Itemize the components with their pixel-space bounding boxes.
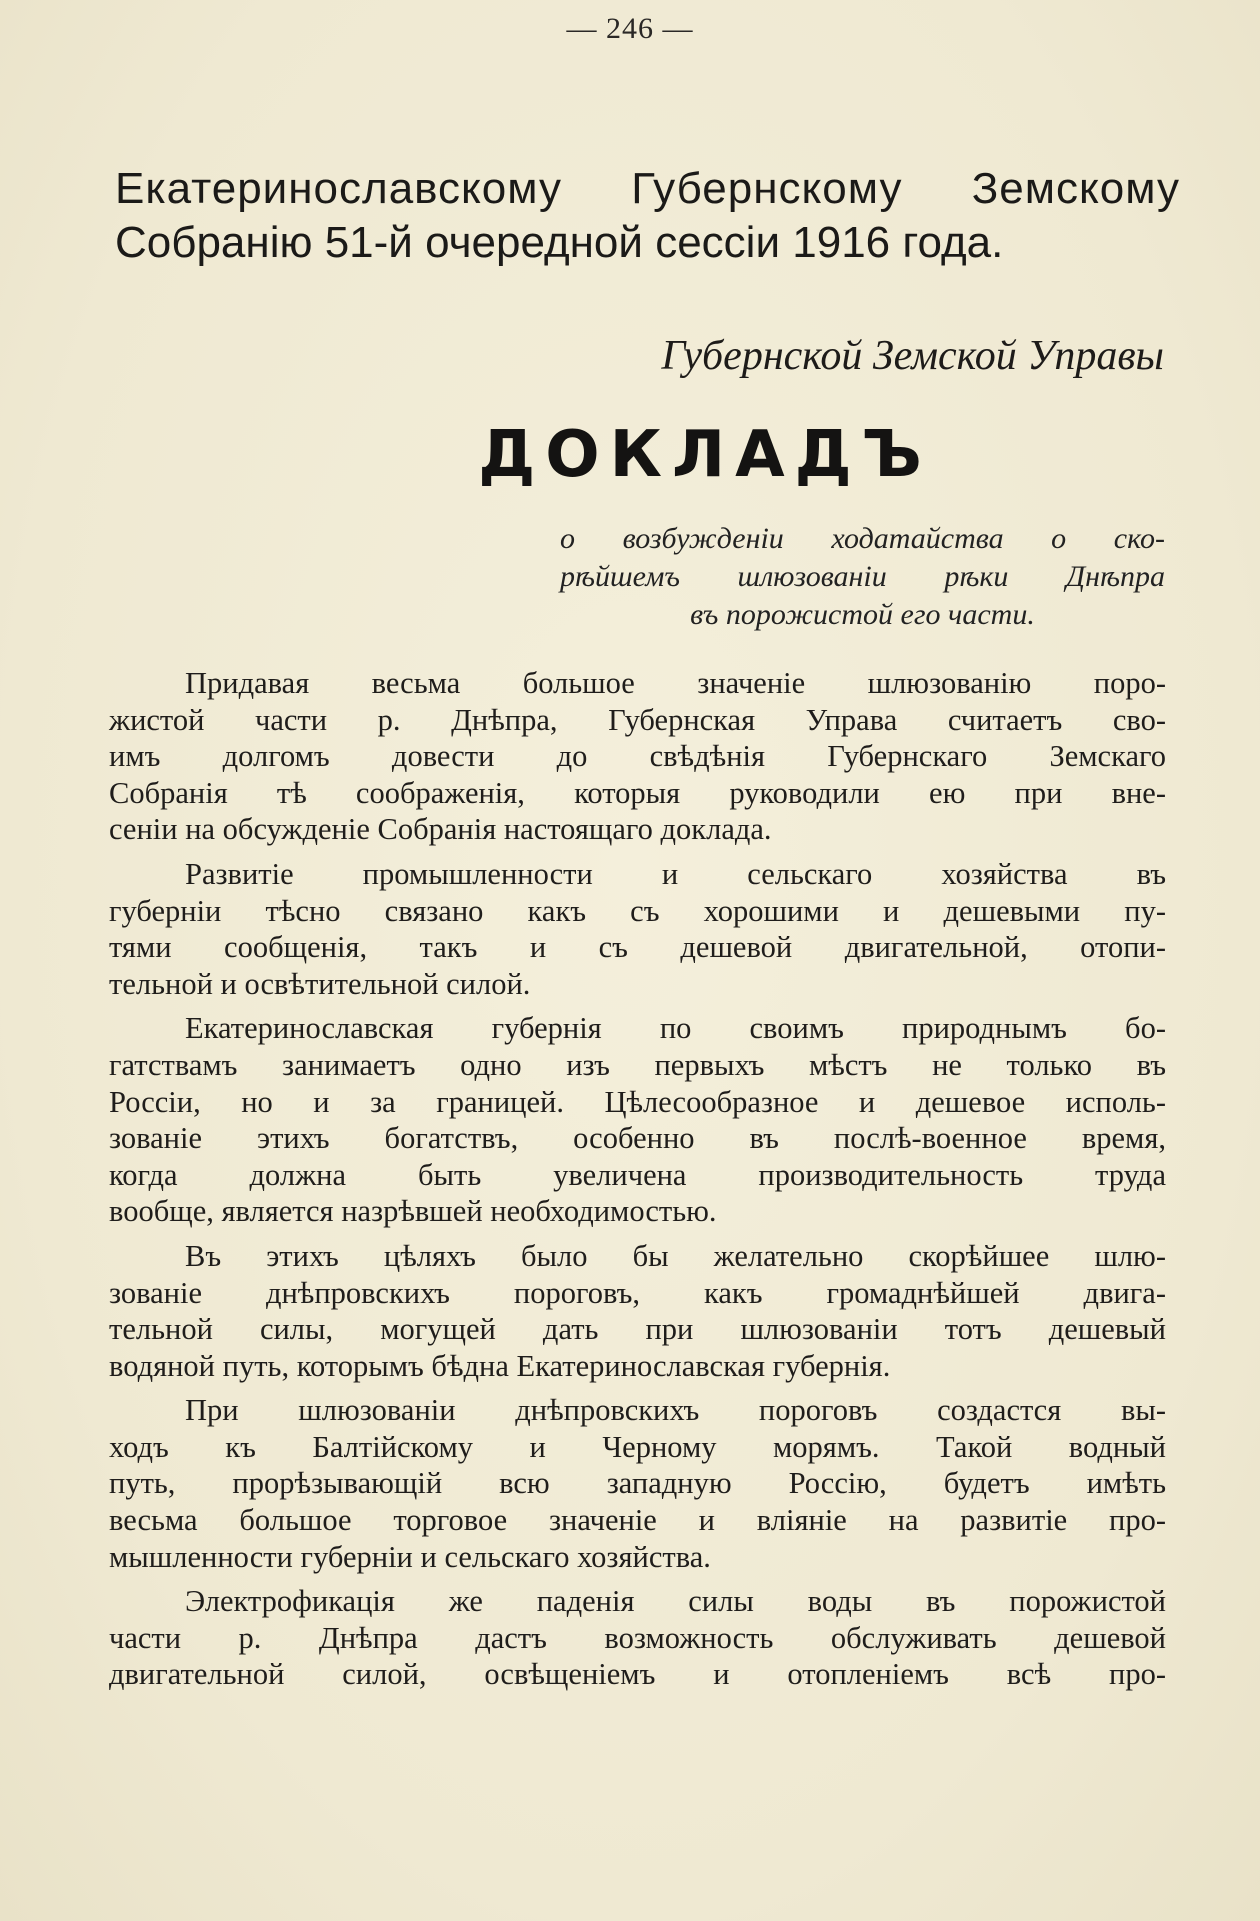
text-line: зованіе днѣпровскихъ пороговъ, какъ громаднѣйшей двига-	[109, 1275, 1166, 1310]
paragraph	[109, 665, 1166, 848]
text-line: тями сообщенія, такъ и съ дешевой двигательной, отопи-	[109, 930, 1166, 965]
text-line: Въ этихъ цѣляхъ было бы желательно скорѣйшее шлю-	[185, 1238, 1166, 1273]
text-line: двигательной силой, освѣщеніемъ и отопленіемъ всѣ про-	[109, 1657, 1166, 1692]
text-line: когда должна быть увеличена производительность труда	[109, 1157, 1166, 1192]
text-line: водяной путь, которымъ бѣдна Екатеринославская губернія.	[109, 1348, 891, 1383]
body-text	[109, 665, 1166, 1701]
text-line: мышленности губерніи и сельскаго хозяйства.	[109, 1539, 711, 1574]
text-line: сеніи на обсужденіе Собранія настоящаго доклада.	[109, 812, 772, 847]
text-line: При шлюзованіи днѣпровскихъ пороговъ создастся вы-	[185, 1393, 1166, 1428]
addressee-line: Собранію 51-й очередной сессіи 1916 года.	[115, 218, 1004, 267]
text-line: тельной и освѣтительной силой.	[109, 966, 531, 1001]
paragraph	[109, 1010, 1166, 1230]
text-line: имъ долгомъ довести до свѣдѣнія Губернскаго Земскаго	[109, 739, 1166, 774]
addressee-line: Екатеринославскому Губернскому Земскому	[115, 164, 1180, 213]
text-line: Придавая весьма большое значеніе шлюзованію поро-	[185, 666, 1166, 700]
paragraph	[109, 1238, 1166, 1384]
text-line: гатствамъ занимаетъ одно изъ первыхъ мѣстъ не только въ	[109, 1047, 1166, 1082]
text-line: зованіе этихъ богатствъ, особенно въ послѣ-военное время,	[109, 1121, 1166, 1156]
addressee-heading	[115, 162, 1180, 270]
text-line: весьма большое торговое значеніе и вліяніе на развитіе про-	[109, 1503, 1166, 1538]
subject-line: въ порожистой его части.	[690, 598, 1035, 631]
text-line: губерніи тѣсно связано какъ съ хорошими и дешевыми пу-	[109, 893, 1166, 928]
text-line: Россіи, но и за границей. Цѣлесообразное и дешевое исполь-	[109, 1084, 1166, 1119]
text-line: тельной силы, могущей дать при шлюзованіи тотъ дешевый	[109, 1312, 1166, 1347]
text-line: части р. Днѣпра дастъ возможность обслуживать дешевой	[109, 1620, 1166, 1655]
paragraph	[109, 1392, 1166, 1575]
paragraph	[109, 1583, 1166, 1693]
text-line: Екатеринославская губернія по своимъ природнымъ бо-	[185, 1011, 1166, 1046]
page-number: — 246 —	[566, 12, 694, 45]
subject-line: о возбужденіи ходатайства о ско-	[560, 522, 1165, 555]
text-line: ходъ къ Балтійскому и Черному морямъ. Такой водный	[109, 1429, 1166, 1464]
text-line: Электрофикація же паденія силы воды въ порожистой	[185, 1584, 1166, 1619]
text-line: вообще, является назрѣвшей необходимостью.	[109, 1194, 717, 1229]
text-line: Развитіе промышленности и сельскаго хозяйства въ	[185, 856, 1166, 891]
text-line: жистой части р. Днѣпра, Губернская Управа считаетъ сво-	[109, 702, 1166, 737]
board-name: Губернской Земской Управы	[661, 333, 1164, 379]
subject-line: рѣйшемъ шлюзованіи рѣки Днѣпра	[560, 560, 1165, 593]
report-subject	[560, 520, 1165, 634]
report-title: ДОКЛАДЪ	[478, 418, 932, 492]
paragraph	[109, 856, 1166, 1002]
text-line: Собранія тѣ соображенія, которыя руководили ею при вне-	[109, 775, 1166, 810]
text-line: путь, прорѣзывающій всю западную Россію, будетъ имѣть	[109, 1466, 1166, 1501]
